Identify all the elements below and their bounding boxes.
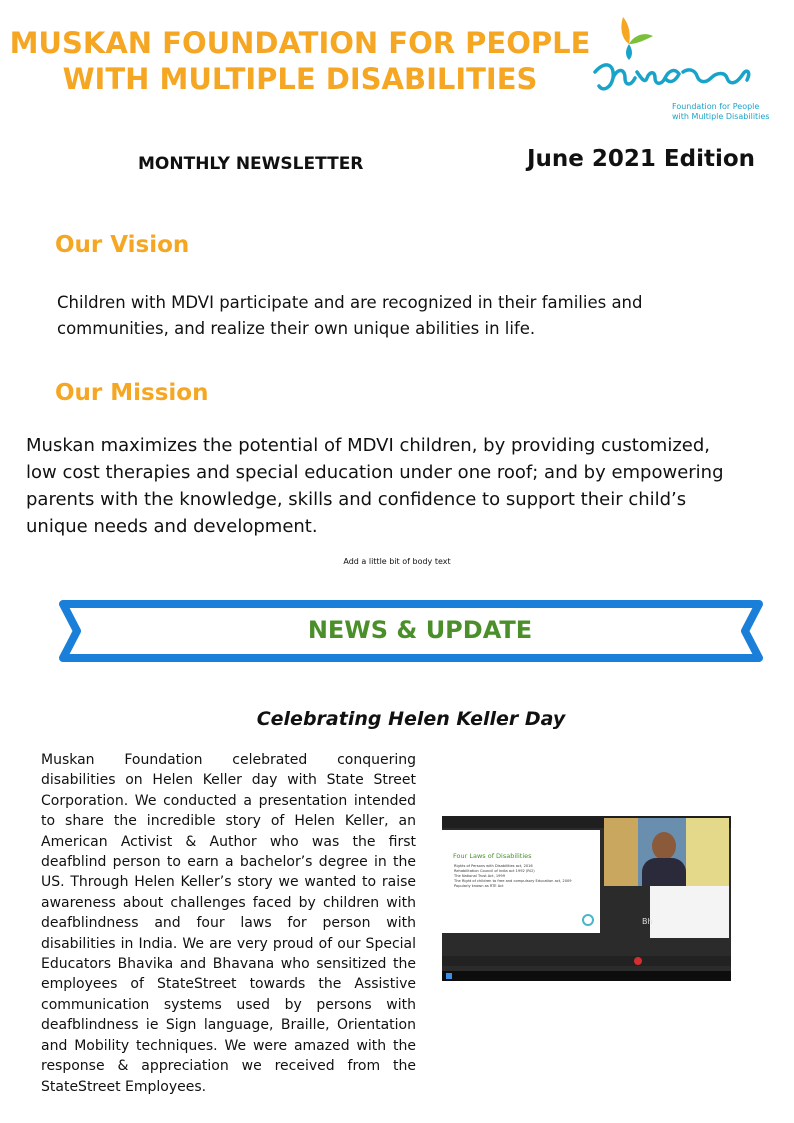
chat-panel — [650, 886, 729, 938]
mission-heading: Our Mission — [55, 380, 209, 406]
news-banner-title: NEWS & UPDATE — [307, 616, 533, 644]
logo-subtitle — [672, 102, 769, 122]
org-title-line2: WITH MULTIPLE DISABILITIES — [62, 62, 538, 96]
video-tile — [604, 818, 729, 886]
vision-text: Children with MDVI participate and are recognized in their families and communities, and realize their own unique abilities in life. — [57, 293, 643, 338]
logo-bird-tail-icon — [629, 34, 653, 44]
mission-text: Muskan maximizes the potential of MDVI children, by providing customized, low cost therapies and special education under one roof; and by empowering parents with the knowledge, skills and confidence to support their child’s unique needs and development. — [26, 435, 724, 537]
logo-wordmark-icon — [595, 65, 749, 89]
org-title-line1: MUSKAN FOUNDATION FOR PEOPLE — [9, 26, 591, 60]
slide-item: The National Trust Act, 1999 — [454, 874, 505, 878]
org-title — [0, 25, 600, 97]
video-tile-wall — [686, 818, 729, 886]
tile-label: Bh — [642, 917, 653, 926]
windows-start-icon — [446, 973, 452, 979]
logo-bird-body-icon — [626, 44, 632, 60]
logo-subtitle-line2: with Multiple Disabilities — [672, 112, 770, 121]
edition-label: June 2021 Edition — [527, 146, 756, 172]
meeting-controls — [442, 956, 731, 966]
newsletter-label: MONTHLY NEWSLETTER — [138, 154, 364, 174]
slide-panel — [442, 830, 600, 933]
article-body: Muskan Foundation celebrated conquering disabilities on Helen Keller day with State Street Corporation. We conducted a presentation intended to share the incredible story of Helen Keller, an American Activist & Author who was the first deafblind person to earn a bachelor’s degree in the US. Through Helen Keller’s story we wanted to raise awareness about challenges faced by children with deafblindness and four laws for person with disabilities in India. We are very proud of our Special Educators Bhavika and Bhavana who sensitized the employees of StateStreet towards the Assistive communication systems used by persons with deafblindness ie Sign language, Braille, Orientation and Mobility techniques. We were amazed with the response & appreciation we received from the StateStreet Employees. — [41, 752, 416, 1095]
presenter-body-icon — [642, 858, 686, 886]
slide-item: The Right of children to free and compulsory Education act, 2009 Popularly known as RTE Act — [454, 879, 572, 888]
taskbar — [442, 971, 731, 981]
slide-loader-icon — [582, 914, 594, 926]
presenter-face-icon — [652, 832, 676, 860]
slide-item: Rights of Persons with Disabilities act, 2016 — [454, 864, 533, 868]
video-tile-background — [604, 818, 638, 886]
slide-title: Four Laws of Disabilities — [453, 852, 532, 860]
slide-item: Rehabilitation Council of India act 1992 (RCI) — [454, 869, 535, 873]
logo-bird-wing-icon — [621, 17, 629, 44]
end-call-icon — [634, 957, 642, 965]
placeholder-note: Add a little bit of body text — [343, 557, 451, 566]
vision-heading: Our Vision — [55, 232, 190, 258]
logo-subtitle-line1: Foundation for People — [672, 102, 760, 111]
article-title: Celebrating Helen Keller Day — [256, 708, 566, 730]
meeting-screenshot — [442, 816, 731, 981]
slide-list — [454, 864, 574, 889]
